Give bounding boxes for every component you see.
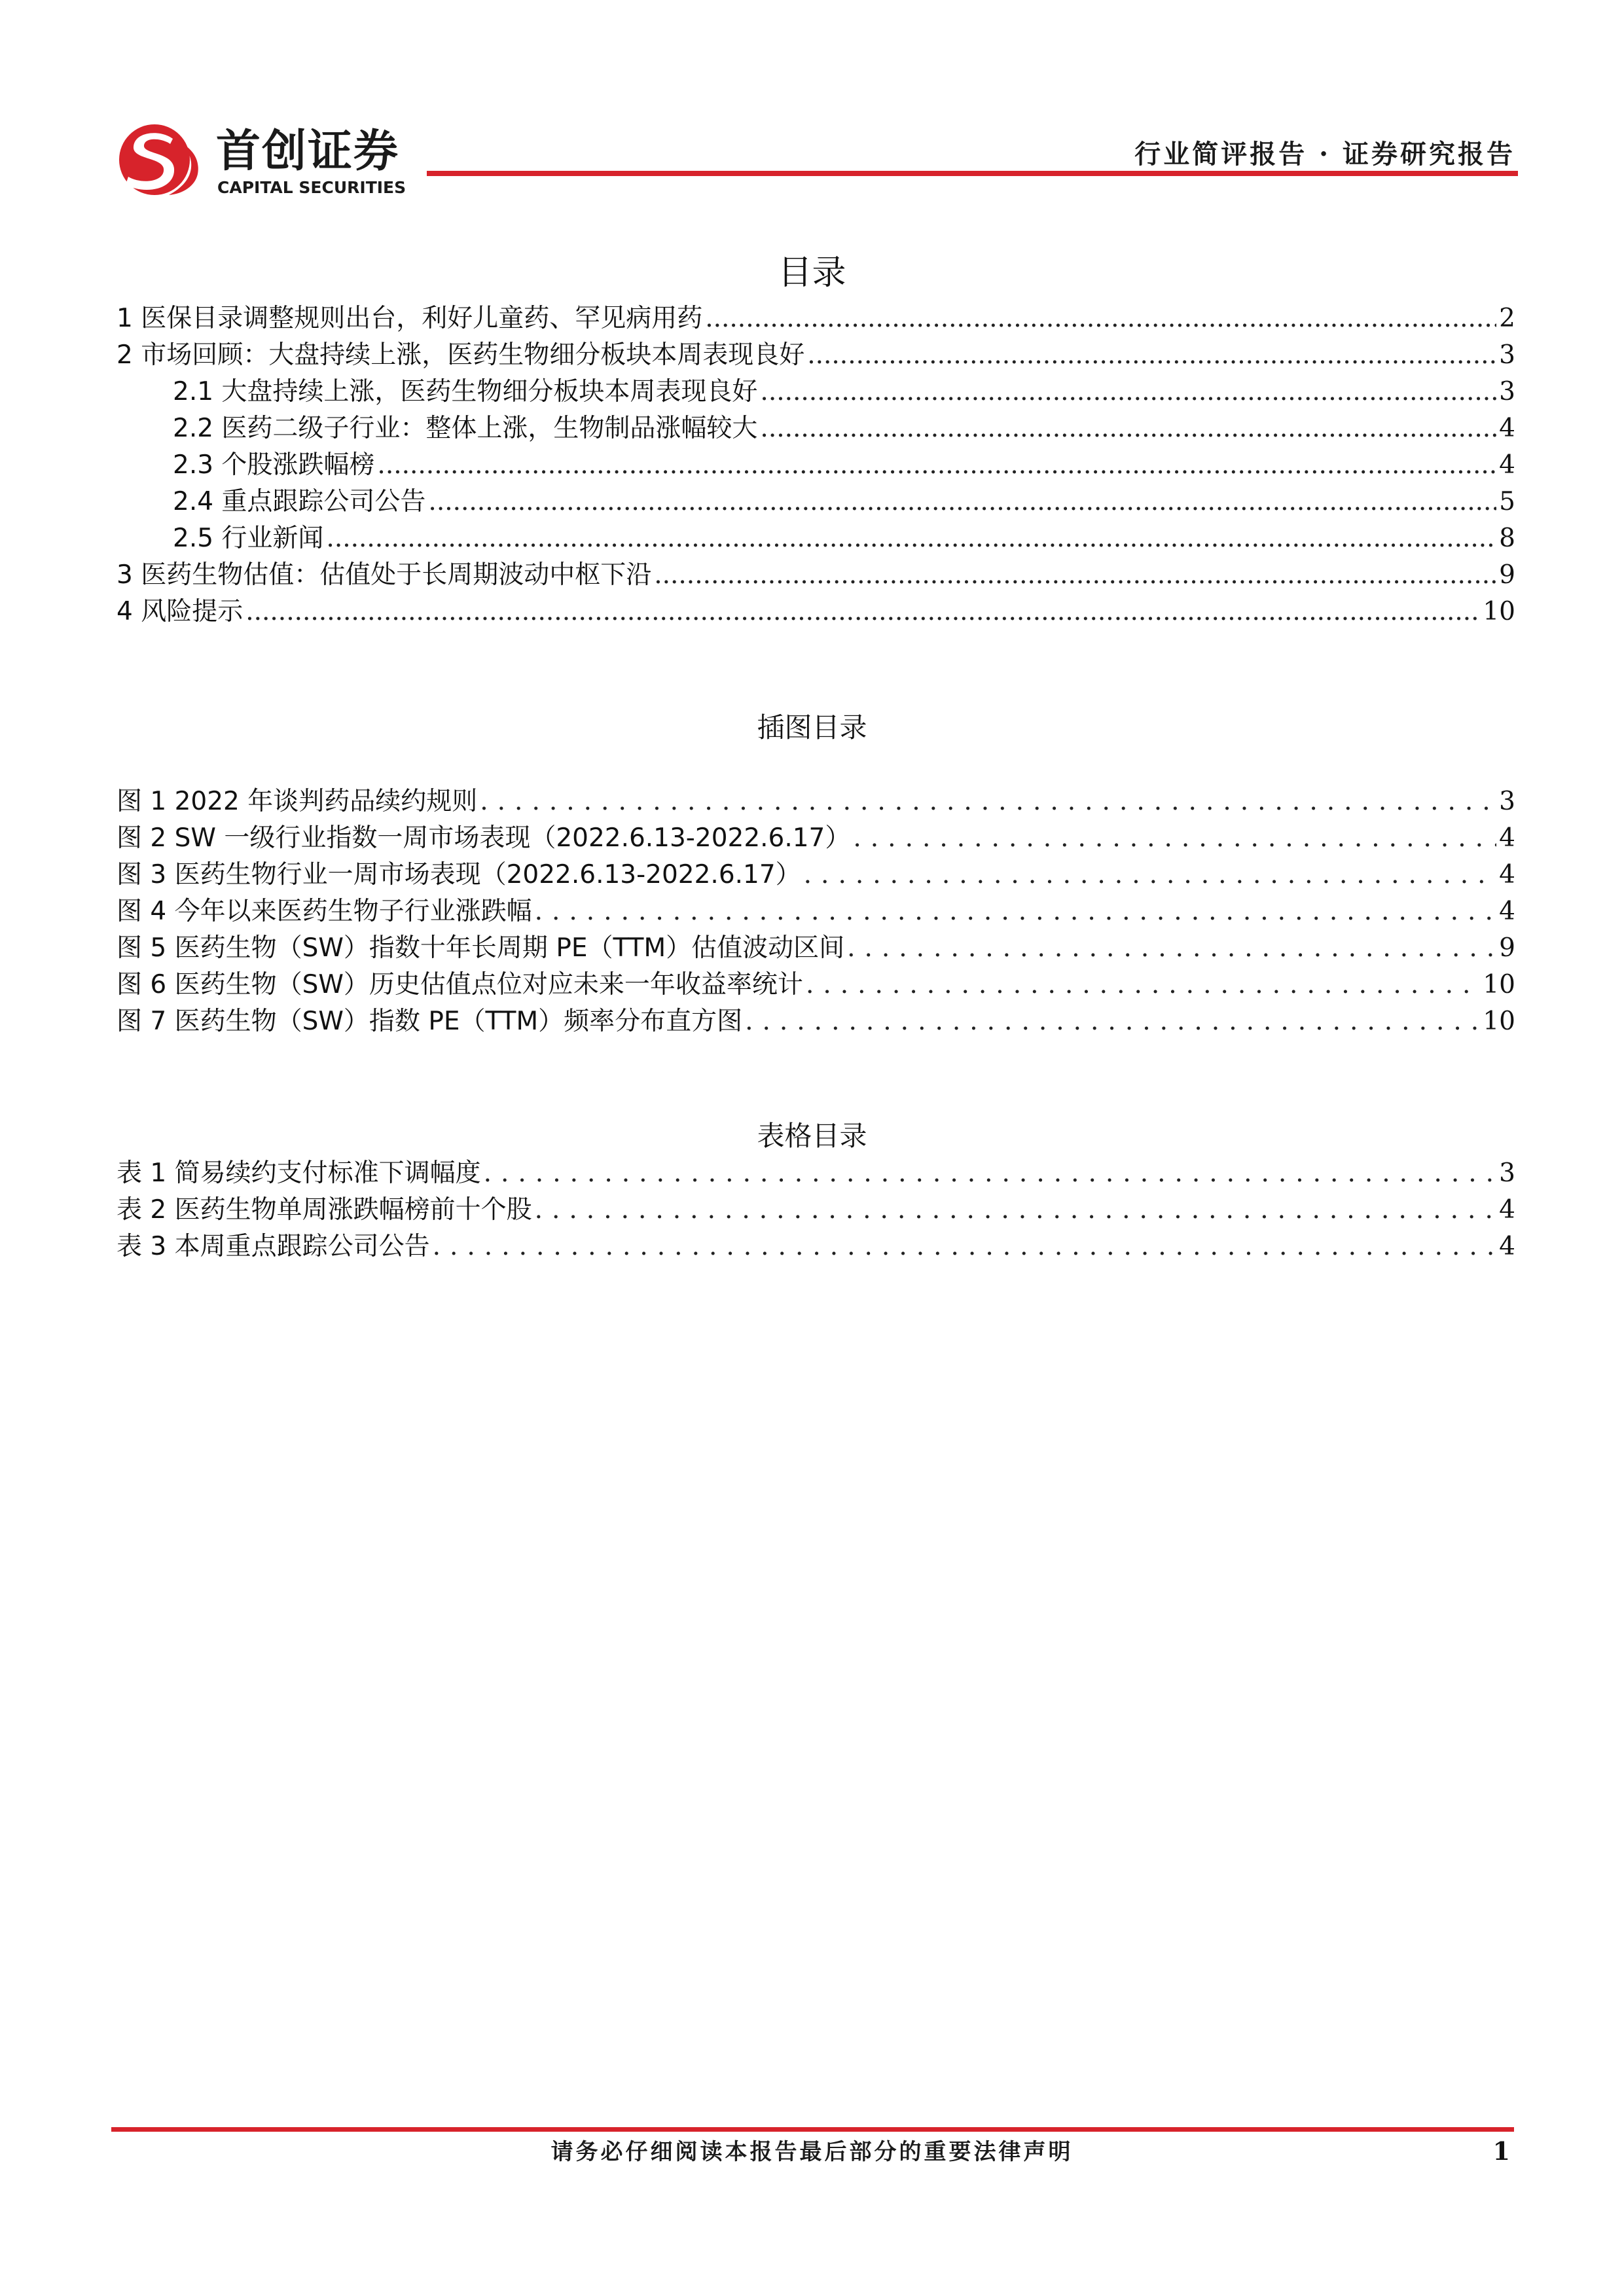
toc-entry[interactable] [173, 521, 1515, 556]
figure-list-entry[interactable] [117, 821, 1515, 856]
table-list-title: 表格目录 [757, 1120, 867, 1152]
dot-leader [760, 411, 1496, 446]
toc-title: 目录 [778, 253, 846, 293]
toc-entry-page: 2 [1499, 304, 1515, 333]
dot-leader [433, 1229, 1497, 1265]
toc-entry-page: 3 [1499, 377, 1515, 406]
figure-list-title: 插图目录 [757, 711, 867, 744]
table-entry-page: 4 [1499, 1195, 1515, 1225]
dot-leader [480, 784, 1496, 819]
toc-entry[interactable] [173, 411, 1515, 446]
toc-entry-page: 9 [1499, 560, 1515, 590]
figure-entry-page: 4 [1499, 897, 1515, 926]
toc-entry-page: 10 [1483, 597, 1515, 626]
toc-entry-page: 4 [1499, 414, 1515, 443]
toc-entry[interactable] [117, 594, 1515, 630]
toc-entry-text: 2.3 个股涨跌幅榜 [173, 450, 375, 480]
toc-entry-page: 5 [1499, 487, 1515, 516]
toc-entry-text: 2 市场回顾：大盘持续上涨，医药生物细分板块本周表现良好 [117, 340, 805, 370]
toc-entry-text: 2.1 大盘持续上涨，医药生物细分板块本周表现良好 [173, 377, 758, 406]
table-entry-text: 表 1 简易续约支付标准下调幅度 [117, 1158, 481, 1188]
toc-entry-text: 4 风险提示 [117, 597, 244, 626]
figure-list-entry[interactable] [117, 784, 1515, 819]
toc-entry-text: 1 医保目录调整规则出台，利好儿童药、罕见病用药 [117, 304, 703, 333]
dot-leader [245, 594, 1480, 630]
brand-name-en: CAPITAL SECURITIES [217, 178, 406, 197]
table-entry-text: 表 3 本周重点跟踪公司公告 [117, 1232, 430, 1261]
table-entry-page: 4 [1499, 1232, 1515, 1261]
figure-entry-text: 图 2 SW 一级行业指数一周市场表现（2022.6.13-2022.6.17） [117, 823, 851, 853]
capital-securities-logo-icon [115, 122, 204, 198]
table-list-entry[interactable] [117, 1156, 1515, 1191]
toc-entry[interactable] [173, 448, 1515, 483]
figure-entry-page: 4 [1499, 823, 1515, 853]
brand-name-cn: 首创证券 [216, 126, 400, 177]
toc-entry[interactable] [173, 374, 1515, 410]
dot-leader [654, 558, 1496, 593]
toc-entry-text: 2.2 医药二级子行业：整体上涨，生物制品涨幅较大 [173, 414, 758, 443]
figure-entry-page: 10 [1483, 1007, 1515, 1036]
dot-leader [535, 894, 1497, 929]
figure-list-entry[interactable] [117, 857, 1515, 893]
figure-entry-text: 图 1 2022 年谈判药品续约规则 [117, 787, 478, 816]
dot-leader [535, 1193, 1497, 1228]
table-list-entry[interactable] [117, 1229, 1515, 1265]
toc-entry[interactable] [117, 558, 1515, 593]
figure-list-entry[interactable] [117, 894, 1515, 929]
figure-entry-page: 10 [1483, 970, 1515, 999]
figure-entry-text: 图 7 医药生物（SW）指数 PE（TTM）频率分布直方图 [117, 1007, 743, 1036]
dot-leader [807, 338, 1496, 373]
toc-entry-text: 3 医药生物估值：估值处于长周期波动中枢下沿 [117, 560, 652, 590]
dot-leader [705, 301, 1496, 336]
page-number: 1 [1492, 2136, 1510, 2166]
dot-leader [804, 857, 1497, 893]
toc-entry[interactable] [117, 301, 1515, 336]
dot-leader [806, 967, 1480, 1003]
toc-entry-page: 4 [1499, 450, 1515, 480]
toc-entry-text: 2.5 行业新闻 [173, 524, 324, 553]
dot-leader [377, 448, 1496, 483]
dot-leader [428, 484, 1496, 520]
figure-entry-text: 图 5 医药生物（SW）指数十年长周期 PE（TTM）估值波动区间 [117, 933, 845, 963]
dot-leader [760, 374, 1496, 410]
table-entry-text: 表 2 医药生物单周涨跌幅榜前十个股 [117, 1195, 532, 1225]
dot-leader [847, 931, 1496, 966]
toc-entry[interactable] [117, 338, 1515, 373]
figure-list-entry[interactable] [117, 931, 1515, 966]
dot-leader [484, 1156, 1497, 1191]
legal-disclaimer: 请务必仔细阅读本报告最后部分的重要法律声明 [550, 2139, 1074, 2165]
toc-entry-page: 8 [1499, 524, 1515, 553]
table-entry-page: 3 [1499, 1158, 1515, 1188]
report-type-label: 行业简评报告 · 证券研究报告 [1134, 139, 1515, 170]
toc-entry-text: 2.4 重点跟踪公司公告 [173, 487, 426, 516]
figure-entry-text: 图 6 医药生物（SW）历史估值点位对应未来一年收益率统计 [117, 970, 803, 999]
figure-entry-text: 图 4 今年以来医药生物子行业涨跌幅 [117, 897, 532, 926]
dot-leader [853, 821, 1496, 856]
figure-entry-page: 4 [1499, 860, 1515, 889]
toc-entry[interactable] [173, 484, 1515, 520]
table-list-entry[interactable] [117, 1193, 1515, 1228]
footer-divider [111, 2127, 1514, 2132]
figure-entry-page: 3 [1499, 787, 1515, 816]
figure-list-entry[interactable] [117, 1004, 1515, 1039]
dot-leader [745, 1004, 1480, 1039]
header-divider [427, 171, 1518, 176]
toc-entry-page: 3 [1499, 340, 1515, 370]
figure-entry-text: 图 3 医药生物行业一周市场表现（2022.6.13-2022.6.17） [117, 860, 801, 889]
figure-list-entry[interactable] [117, 967, 1515, 1003]
figure-entry-page: 9 [1499, 933, 1515, 963]
dot-leader [326, 521, 1496, 556]
